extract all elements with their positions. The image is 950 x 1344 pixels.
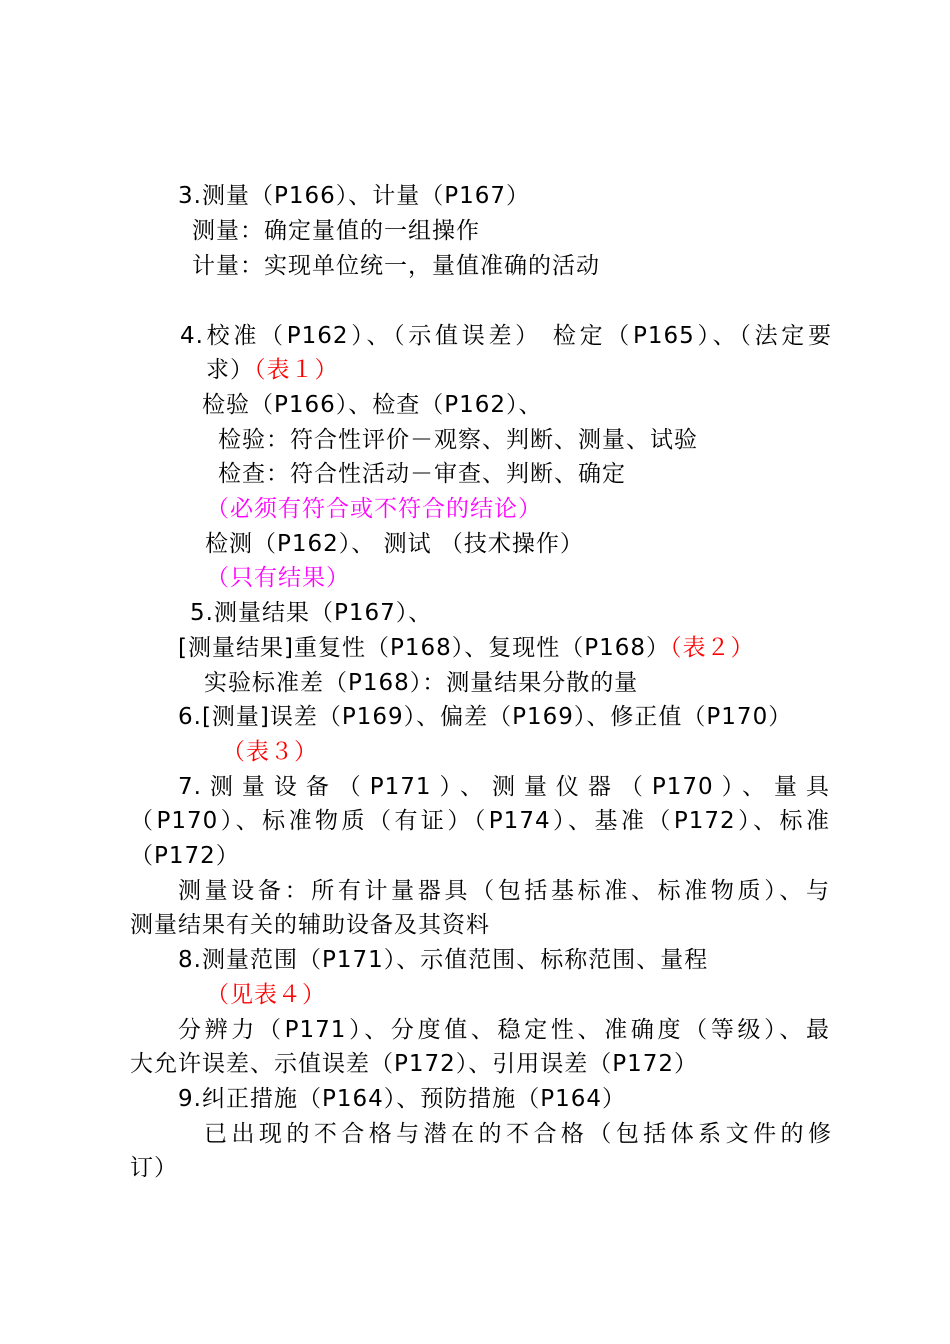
repeatability-text: [测量结果]重复性（P168）、复现性（P168） xyxy=(178,635,670,661)
inspection-definition: 检验：符合性评价－观察、判断、测量、试验 xyxy=(218,427,698,453)
section-3-heading: 3.测量（P166）、计量（P167） xyxy=(178,183,530,209)
section-4-heading-continued xyxy=(206,355,339,385)
check-definition: 检查：符合性活动－审查、判断、确定 xyxy=(218,461,626,487)
measuring-equipment-definition: 测量设备：所有计量器具（包括基标准、标准物质）、与 xyxy=(178,878,830,904)
section-5-heading: 5.测量结果（P167）、 xyxy=(190,600,433,626)
measuring-equipment-definition-continued: 测量结果有关的辅助设备及其资料 xyxy=(130,912,490,938)
section-7-line-3: （P172） xyxy=(130,843,240,869)
inspection-heading: 检验（P166）、检查（P162）、 xyxy=(202,392,543,418)
section-8-line-1: 分辨力（P171）、分度值、稳定性、准确度（等级）、最 xyxy=(178,1017,830,1043)
section-6-heading: 6.[测量]误差（P169）、偏差（P169）、修正值（P170） xyxy=(178,704,793,730)
table-4-reference: （见表４） xyxy=(206,982,326,1008)
repeatability-line xyxy=(178,633,755,663)
section-9-line-2: 订） xyxy=(130,1155,178,1181)
section-7-line-1: 7.测量设备（P171）、测量仪器（P170）、量具 xyxy=(178,774,830,800)
section-4-heading-tail: 求） xyxy=(206,357,254,383)
section-9-line-1: 已出现的不合格与潜在的不合格（包括体系文件的修 xyxy=(204,1121,832,1147)
table-3-reference: （表３） xyxy=(222,739,318,765)
table-1-reference: （表１） xyxy=(254,357,339,383)
conclusion-note: （必须有符合或不符合的结论） xyxy=(206,496,542,522)
metrology-definition: 计量：实现单位统一，量值准确的活动 xyxy=(192,253,600,279)
section-8-heading: 8.测量范围（P171）、示值范围、标称范围、量程 xyxy=(178,947,709,973)
testing-line: 检测（P162）、 测试 （技术操作） xyxy=(205,531,584,557)
section-7-line-2: （P170）、标准物质（有证）（P174）、基准（P172）、标准 xyxy=(130,808,830,834)
table-2-reference: （表２） xyxy=(670,635,755,661)
section-8-line-2: 大允许误差、示值误差（P172）、引用误差（P172） xyxy=(130,1051,699,1077)
std-deviation-definition: 实验标准差（P168）：测量结果分散的量 xyxy=(204,670,639,696)
section-9-heading: 9.纠正措施（P164）、预防措施（P164） xyxy=(178,1086,626,1112)
section-4-heading: 4.校准（P162）、（示值误差） 检定（P165）、（法定要 xyxy=(180,323,832,349)
measurement-definition: 测量：确定量值的一组操作 xyxy=(192,218,480,244)
result-only-note: （只有结果） xyxy=(206,565,350,591)
